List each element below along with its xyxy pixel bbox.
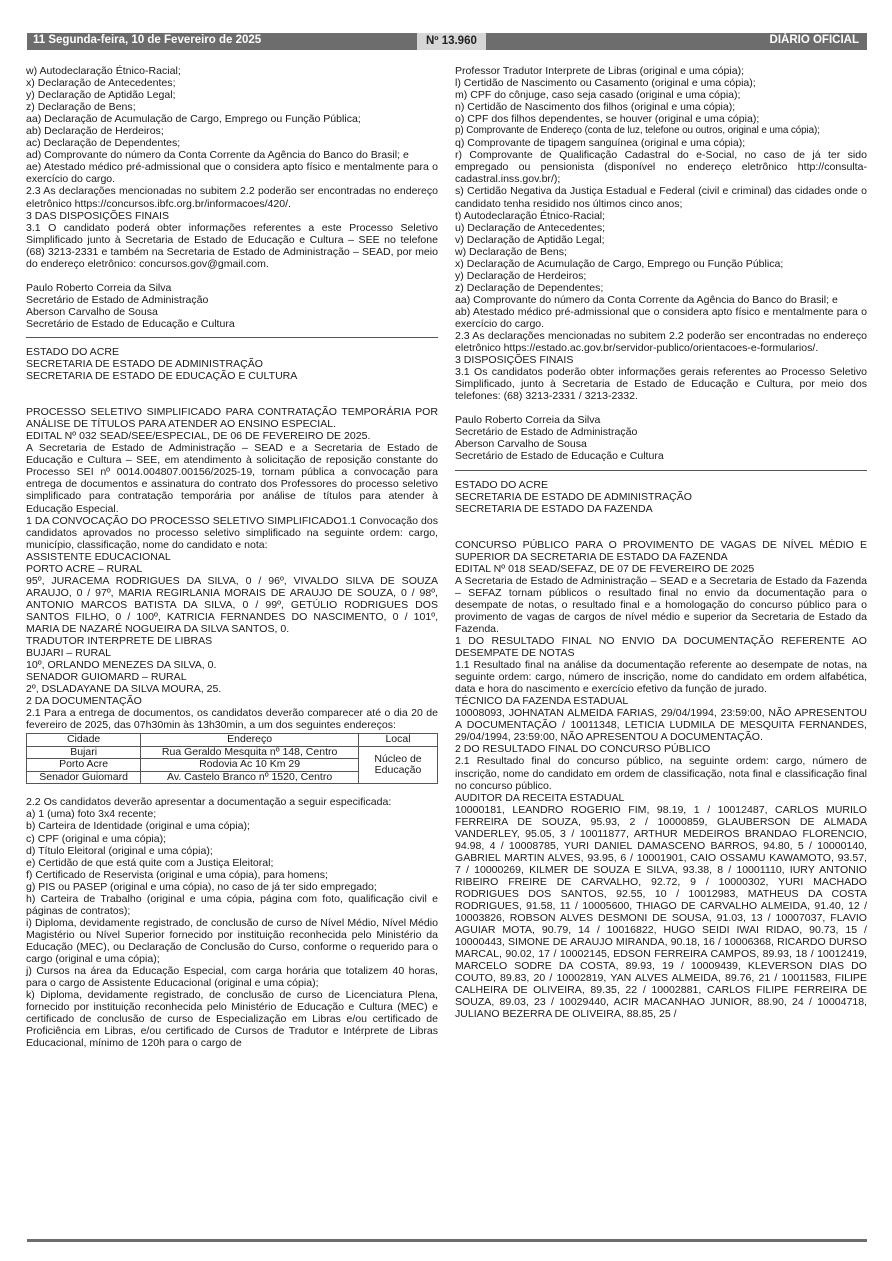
section-heading: 3 DISPOSIÇÕES FINAIS — [455, 354, 574, 367]
list-item: l) Certidão de Nascimento ou Casamento (original e uma cópia); — [455, 77, 756, 90]
list-item: m) CPF do cônjuge, caso seja casado (original e uma cópia); — [455, 89, 741, 102]
candidate-list: 95º, JURACEMA RODRIGUES DA SILVA, 0 / 96º, VIVALDO SILVA DE SOUZA ARAUJO, 0 / 97º, MARIA REGIRLANIA MORAIS DE ARAUJO DE SOUZA, 0 / 98º, ANTONIO MARCOS BATISTA DA SILVA, 0 / 99º, GETÚLIO RODRIGUES DOS SANTOS FILHO, 0 / 100º, KATRICIA FERNANDES DO NASCIMENTO, 0 / 101º, MARIA DE NAZARÉ NOGUEIRA DA SILVA SANTOS, 0. — [26, 574, 438, 635]
signatory-name: Aberson Carvalho de Sousa — [26, 305, 158, 318]
paragraph: 3.1 O candidato poderá obter informações referentes a este Processo Seletivo Simplificado junto à Secretaria de Estado de Educação e Cultura – SEE no telefone (68) 3213-2331 e também na Secretaria de Estado de Administração – SEAD, por meio do endereço eletrônico: concursos.gov@gmail.com. — [26, 221, 438, 270]
footer-rule — [27, 1239, 867, 1242]
right-edital-section — [455, 539, 867, 1021]
list-item: y) Declaração de Herdeiros; — [455, 269, 587, 282]
list-item: q) Comprovante de tipagem sanguínea (original e uma cópia); — [455, 137, 746, 150]
table-cell-local: Núcleo de Educação — [359, 746, 438, 784]
heading-line: SECRETARIA DE ESTADO DE EDUCAÇÃO E CULTURA — [26, 370, 298, 383]
table-cell: Senador Guiomard — [27, 771, 141, 784]
left-edital-section — [26, 406, 438, 731]
signatory-name: Paulo Roberto Correia da Silva — [26, 281, 172, 294]
paragraph: 2.3 As declarações mencionadas no subitem 2.2 poderão ser encontradas no endereço eletrônico https://estado.ac.gov.br/servidor-publico/orientacoes-e-formularios/. — [455, 330, 867, 355]
edital-number: EDITAL Nº 018 SEAD/SEFAZ, DE 07 DE FEVEREIRO DE 2025 — [455, 562, 755, 575]
paragraph: A Secretaria de Estado de Administração – SEAD e a Secretaria de Estado de Educação e Cultura – SEE, em atendimento à solicitação de reposição constante do Processo SEI nº 0014.004807.00156/2025-19, tornam pública a convocação para entrega de documentos e assinatura do contrato dos Professores do processo seletivo simplificado para contratação temporária por análise de títulos para atender à Educação Especial. — [26, 442, 438, 515]
list-item: j) Cursos na área da Educação Especial, com carga horária que totalizem 40 horas, para o cargo de Assistente Educacional (original e uma cópia); — [26, 965, 438, 990]
section-heading: 1 DO RESULTADO FINAL NO ENVIO DA DOCUMENTAÇÃO REFERENTE AO DESEMPATE DE NOTAS — [455, 635, 867, 660]
paragraph: 1 DA CONVOCAÇÃO DO PROCESSO SELETIVO SIMPLIFICADO1.1 Convocação dos candidatos aprovados no processo seletivo simplificado na seguinte ordem: cargo, município, classificação, nome do candidato e nota: — [26, 514, 438, 551]
list-item: ab) Atestado médico pré-admissional que o considera apto físico e mentalmente para o exercício do cargo. — [455, 305, 867, 330]
paragraph: 2.2 Os candidatos deverão apresentar a documentação a seguir especificada: — [26, 796, 392, 809]
table-cell: Rodovia Ac 10 Km 29 — [141, 759, 359, 772]
list-item: o) CPF dos filhos dependentes, se houver (original e uma cópia); — [455, 113, 760, 126]
list-item: s) Certidão Negativa da Justiça Estadual e Federal (civil e criminal) das cidades onde o candidato tenha residido nos últimos cinco anos; — [455, 185, 867, 210]
heading-line: ESTADO DO ACRE — [26, 345, 119, 358]
table-row — [27, 746, 438, 759]
section-heading: 3 DAS DISPOSIÇÕES FINAIS — [26, 209, 170, 222]
list-item: y) Declaração de Aptidão Legal; — [26, 89, 176, 102]
right-heading — [455, 479, 867, 515]
list-item: a) 1 (uma) foto 3x4 recente; — [26, 808, 157, 821]
list-item: n) Certidão de Nascimento dos filhos (original e uma cópia); — [455, 101, 736, 114]
list-item: ac) Declaração de Dependentes; — [26, 137, 181, 150]
page-header — [27, 33, 867, 50]
table-cell: Av. Castelo Branco nº 1520, Centro — [141, 771, 359, 784]
heading-line: SECRETARIA DE ESTADO DE ADMINISTRAÇÃO — [26, 358, 263, 371]
municipality-heading: PORTO ACRE – RURAL — [26, 562, 143, 575]
left-signatures — [26, 282, 438, 330]
paragraph: 3.1 Os candidatos poderão obter informações gerais referentes ao Processo Seletivo Simplificado, junto à Secretaria de Estado de Educação e Cultura, por meio dos telefones: (68) 3213-2331 / 3213-2332. — [455, 366, 867, 403]
list-item: ad) Comprovante do número da Conta Corrente da Agência do Banco do Brasil; e — [26, 149, 409, 162]
list-item: c) CPF (original e uma cópia); — [26, 832, 167, 845]
heading-line: ESTADO DO ACRE — [455, 478, 548, 491]
list-item: f) Certificado de Reservista (original e uma cópia), para homens; — [26, 868, 328, 881]
cargo-heading: TÉCNICO DA FAZENDA ESTADUAL — [455, 695, 629, 708]
signatory-title: Secretário de Estado de Educação e Cultura — [26, 317, 235, 330]
list-item: v) Declaração de Aptidão Legal; — [455, 233, 605, 246]
list-item: t) Autodeclaração Étnico-Racial; — [455, 209, 606, 222]
table-cell: Porto Acre — [27, 759, 141, 772]
list-item: u) Declaração de Antecedentes; — [455, 221, 606, 234]
heading-line: SECRETARIA DE ESTADO DE ADMINISTRAÇÃO — [455, 490, 692, 503]
address-table — [26, 733, 438, 784]
edital-number: EDITAL Nº 032 SEAD/SEE/ESPECIAL, DE 06 DE FEVEREIRO DE 2025. — [26, 430, 371, 443]
list-item: Professor Tradutor Interprete de Libras (original e uma cópia); — [455, 65, 745, 77]
list-item: d) Título Eleitoral (original e uma cópia); — [26, 844, 213, 857]
signatory-name: Paulo Roberto Correia da Silva — [455, 414, 601, 427]
right-document-list — [455, 65, 867, 402]
edital-title: CONCURSO PÚBLICO PARA O PROVIMENTO DE VAGAS DE NÍVEL MÉDIO E SUPERIOR DA SECRETARIA DE ESTADO DA FAZENDA — [455, 538, 867, 563]
left-heading — [26, 346, 438, 382]
header-publication-title: DIÁRIO OFICIAL — [769, 34, 859, 46]
divider — [26, 337, 438, 338]
list-item: k) Diploma, devidamente registrado, de conclusão de curso de Licenciatura Plena, fornecido por instituição reconhecida pelo Ministério de Educação e Cultura (MEC) e certificado de conclusão de curso de Especialização em Libras e/ou certificado de Proficiência em Libras, e/ou certificado de Cursos de Tradutor e Intérprete de Libras Educacional, mínimo de 120h para o cargo de — [26, 989, 438, 1050]
header-date: 11 Segunda-feira, 10 de Fevereiro de 2025 — [33, 34, 262, 46]
list-item: w) Autodeclaração Étnico-Racial; — [26, 65, 181, 77]
list-item: i) Diploma, devidamente registrado, de conclusão de curso de Nível Médio, Nível Médio Magistério ou Nível Superior fornecido por instituição reconhecida pelo Ministério da Educação (MEC), ou Declaração de Conclusão do Curso, conforme o requerido para o cargo (original e uma cópia); — [26, 916, 438, 965]
paragraph: 2.1 Para a entrega de documentos, os candidatos deverão comparecer até o dia 20 de fevereiro de 2025, das 07h30min às 13h30min, a um dos seguintes endereços: — [26, 707, 438, 732]
list-item: aa) Declaração de Acumulação de Cargo, Emprego ou Função Pública; — [26, 113, 361, 126]
paragraph: 2.3 As declarações mencionadas no subitem 2.2 poderão ser encontradas no endereço eletrônico https://concursos.ibfc.org.br/informacoes/420/. — [26, 185, 438, 210]
table-cell: Bujari — [27, 746, 141, 759]
list-item: x) Declaração de Acumulação de Cargo, Emprego ou Função Pública; — [455, 257, 784, 270]
candidate-list: 10º, ORLANDO MENEZES DA SILVA, 0. — [26, 659, 217, 672]
list-item: r) Comprovante de Qualificação Cadastral do e-Social, no caso de já ter sido empregado ou pensionista (disponível no endereço eletrônico http://consulta-cadastral.inss.gov.br/); — [455, 149, 867, 186]
heading-line: SECRETARIA DE ESTADO DA FAZENDA — [455, 502, 653, 515]
candidate-list: 2º, DSLADAYANE DA SILVA MOURA, 25. — [26, 683, 222, 696]
left-document-list — [26, 65, 438, 270]
section-heading: 2 DO RESULTADO FINAL DO CONCURSO PÚBLICO — [455, 743, 711, 756]
signatory-title: Secretário de Estado de Administração — [26, 293, 209, 306]
left-documentation-list — [26, 796, 438, 1049]
list-item: z) Declaração de Bens; — [26, 101, 136, 114]
column-header: Local — [359, 734, 438, 747]
list-item: aa) Comprovante do número da Conta Corrente da Agência do Banco do Brasil; e — [455, 293, 838, 306]
list-item: ae) Atestado médico pré-admissional que o considera apto físico e mentalmente para o exercício do cargo. — [26, 161, 438, 186]
right-signatures — [455, 414, 867, 462]
section-heading: 2 DA DOCUMENTAÇÃO — [26, 695, 142, 708]
edital-title: PROCESSO SELETIVO SIMPLIFICADO PARA CONTRATAÇÃO TEMPORÁRIA POR ANÁLISE DE TÍTULOS PARA ATENDER AO ENSINO ESPECIAL. — [26, 406, 438, 431]
candidate-list: 10008093, JOHNATAN ALMEIDA FARIAS, 29/04/1994, 23:59:00, NÃO APRESENTOU A DOCUMENTAÇÃO / 10011348, LETICIA LUDMILA DE MESQUITA FERNANDES, 29/04/1994, 23:59:00, NÃO APRESENTOU A DOCUMENTAÇÃO. — [455, 707, 867, 744]
list-item: b) Carteira de Identidade (original e uma cópia); — [26, 820, 250, 833]
signatory-name: Aberson Carvalho de Sousa — [455, 438, 587, 451]
paragraph: A Secretaria de Estado de Administração – SEAD e a Secretaria de Estado da Fazenda – SEFAZ tornam públicos o resultado final no envio da documentação para o desempate de notas, o resultado final e a homologação do concurso público para o provimento de vagas de cargos de nível médio e superior da Secretaria de Estado da Fazenda. — [455, 574, 867, 635]
cargo-heading: AUDITOR DA RECEITA ESTADUAL — [455, 791, 625, 804]
table-header-row — [27, 734, 438, 747]
column-header: Cidade — [27, 734, 141, 747]
candidate-list: 10000181, LEANDRO ROGERIO FIM, 98.19, 1 / 10012487, CARLOS MURILO FERREIRA DE SOUZA, 95.93, 2 / 10000859, GLAUBERSON DE ALMADA VANDERLEY, 95.05, 3 / 10011877, ARTHUR MEDEIROS BRANDAO FLORENCIO, 94.98, 4 / 10008785, YURI DANIEL DAMASCENO BARROS, 94.80, 5 / 10000140, GABRIEL MARTIN ALVES, 93.95, 6 / 10001901, CAIO OSSAMU KAWAMOTO, 93.57, 7 / 10000269, KILMER DE SOUZA E SILVA, 93.38, 8 / 10001110, IURY ANTONIO RIBEIRO FREIRE DE CARVALHO, 92.72, 9 / 10000302, YURI MACHADO RODRIGUES DOS SANTOS, 92.55, 10 / 10012983, MATHEUS DA COSTA RODRIGUES, 91.58, 11 / 10005600, THIAGO DE CARVALHO ALMEIDA, 91.40, 12 / 10003826, ROBSON ALVES DESMONI DE SOUSA, 91.03, 13 / 10007037, FLAVIO AGUIAR MOTA, 90.79, 14 / 10016822, HUGO SEIDI IWAI RIDAO, 90.73, 15 / 10000443, SIMONE DE ARAUJO MIRANDA, 90.18, 16 / 10006368, RICARDO DURSO MARCAL, 90.02, 17 / 10002145, EDSON FERREIRA CAMPOS, 89.93, 18 / 10012419, MARCELO SODRE DA COSTA, 89.93, 19 / 10009439, KLEVERSON DIAS DO COUTO, 89.83, 20 / 10002819, YAN ALVES ALMEIDA, 89.76, 21 / 10011583, FILIPE CALHEIRA DE OLIVEIRA, 89.35, 22 / 10002881, CARLOS FILIPE FERREIRA DE SOUZA, 89.03, 23 / 10029440, ACIR MACANHAO JUNIOR, 88.90, 24 / 10004718, JULIANO BEZERRA DE OLIVEIRA, 88.85, 25 / — [455, 803, 867, 1021]
column-header: Endereço — [141, 734, 359, 747]
header-issue-number: Nº 13.960 — [417, 33, 486, 50]
left-column — [26, 65, 438, 1049]
table-cell: Rua Geraldo Mesquita nº 148, Centro — [141, 746, 359, 759]
paragraph: 1.1 Resultado final na análise da documentação referente ao desempate de notas, na seguinte ordem: cargo, número de inscrição, nome do candidato em ordem alfabética, data e hora do nascimento e exercício efetivo da função de jurado. — [455, 659, 867, 696]
list-item: p) Comprovante de Endereço (conta de luz, telefone ou outros, original e uma cópia); — [455, 125, 820, 137]
list-item: z) Declaração de Dependentes; — [455, 281, 604, 294]
paragraph: 2.1 Resultado final do concurso público, na seguinte ordem: cargo, número de inscrição, nome do candidato em ordem de classificação, nota final e classificação final no concurso público. — [455, 755, 867, 792]
list-item: x) Declaração de Antecedentes; — [26, 77, 176, 90]
list-item: e) Certidão de que está quite com a Justiça Eleitoral; — [26, 856, 274, 869]
list-item: h) Carteira de Trabalho (original e uma cópia, página com foto, qualificação civil e páginas de contratos); — [26, 892, 438, 917]
list-item: g) PIS ou PASEP (original e uma cópia), no caso de já ter sido empregado; — [26, 880, 377, 893]
signatory-title: Secretário de Estado de Administração — [455, 426, 638, 439]
signatory-title: Secretário de Estado de Educação e Cultura — [455, 450, 664, 463]
municipality-heading: BUJARI – RURAL — [26, 647, 111, 660]
right-column — [455, 65, 867, 1021]
divider — [455, 470, 867, 471]
list-item: ab) Declaração de Herdeiros; — [26, 125, 164, 138]
list-item: w) Declaração de Bens; — [455, 245, 567, 258]
cargo-heading: ASSISTENTE EDUCACIONAL — [26, 550, 171, 563]
municipality-heading: SENADOR GUIOMARD – RURAL — [26, 671, 187, 684]
cargo-heading: TRADUTOR INTERPRETE DE LIBRAS — [26, 635, 213, 648]
